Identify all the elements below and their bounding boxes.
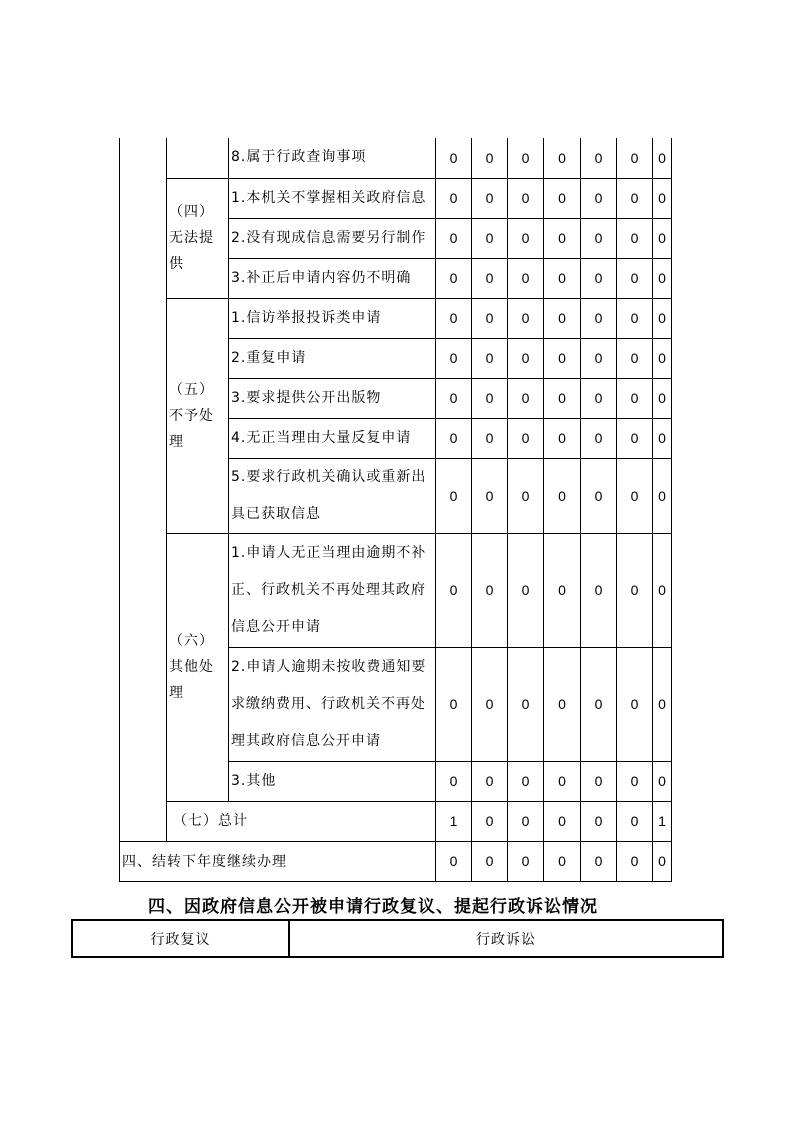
- value-cell: 0: [436, 218, 472, 258]
- table-row: [120, 178, 672, 218]
- value-cell: 0: [617, 378, 653, 418]
- value-cell: 0: [581, 338, 617, 378]
- value-cell: 0: [436, 761, 472, 801]
- value-cell: 0: [617, 533, 653, 647]
- value-cell: 0: [581, 761, 617, 801]
- item-label: 1.信访举报投诉类申请: [229, 298, 436, 338]
- value-cell: 0: [617, 841, 653, 881]
- value-cell: 0: [544, 801, 581, 841]
- table-row: [120, 138, 672, 178]
- value-cell: 0: [472, 533, 508, 647]
- value-cell: 0: [436, 298, 472, 338]
- group-label: （五）不予处理: [167, 298, 229, 533]
- value-cell: 0: [472, 138, 508, 178]
- header-admin-litigation: 行政诉讼: [289, 920, 723, 957]
- value-cell: 0: [544, 761, 581, 801]
- value-cell: 0: [436, 258, 472, 298]
- item-label: 1.本机关不掌握相关政府信息: [229, 178, 436, 218]
- section-heading: 四、因政府信息公开被申请行政复议、提起行政诉讼情况: [148, 897, 598, 917]
- value-cell: 0: [472, 218, 508, 258]
- value-cell: 0: [653, 378, 672, 418]
- header-admin-review: 行政复议: [72, 920, 289, 957]
- review-litigation-table: [71, 919, 724, 958]
- value-cell: 0: [472, 761, 508, 801]
- value-cell: 0: [581, 258, 617, 298]
- value-cell: 0: [581, 841, 617, 881]
- value-cell: 0: [508, 647, 544, 761]
- value-cell: 0: [544, 533, 581, 647]
- item-label: 3.补正后申请内容仍不明确: [229, 258, 436, 298]
- item-label: 3.要求提供公开出版物: [229, 378, 436, 418]
- value-cell: 0: [472, 458, 508, 533]
- item-label: 2.申请人逾期未按收费通知要求缴纳费用、行政机关不再处理其政府信息公开申请: [229, 647, 436, 761]
- value-cell: 0: [617, 218, 653, 258]
- value-cell: 0: [544, 378, 581, 418]
- value-cell: 0: [508, 378, 544, 418]
- value-cell: 0: [653, 138, 672, 178]
- value-cell: 0: [472, 418, 508, 458]
- value-cell: 0: [617, 458, 653, 533]
- item-label: 2.重复申请: [229, 338, 436, 378]
- value-cell: 0: [544, 841, 581, 881]
- group-label: （四）无法提供: [167, 178, 229, 298]
- value-cell: 0: [472, 258, 508, 298]
- value-cell: 0: [653, 533, 672, 647]
- table-row: [120, 841, 672, 881]
- value-cell: 0: [472, 841, 508, 881]
- table-row: [120, 298, 672, 338]
- value-cell: 0: [617, 178, 653, 218]
- value-cell: 0: [436, 647, 472, 761]
- table-row: [120, 801, 672, 841]
- value-cell: 0: [544, 458, 581, 533]
- item-label: 1.申请人无正当理由逾期不补正、行政机关不再处理其政府信息公开申请: [229, 533, 436, 647]
- value-cell: 0: [617, 418, 653, 458]
- value-cell: 0: [436, 138, 472, 178]
- value-cell: 0: [617, 258, 653, 298]
- value-cell: 0: [653, 258, 672, 298]
- value-cell: 0: [653, 418, 672, 458]
- value-cell: 0: [472, 178, 508, 218]
- total-label: （七）总计: [167, 801, 436, 841]
- group-label: （六）其他处理: [167, 533, 229, 801]
- value-cell: 0: [653, 218, 672, 258]
- value-cell: 0: [617, 801, 653, 841]
- value-cell: 0: [617, 761, 653, 801]
- value-cell: 0: [653, 458, 672, 533]
- value-cell: 0: [472, 298, 508, 338]
- value-cell: 0: [581, 378, 617, 418]
- outer-category-cell: [120, 138, 167, 841]
- carry-over-label: 四、结转下年度继续办理: [120, 841, 436, 881]
- value-cell: 0: [436, 178, 472, 218]
- value-cell: 0: [436, 841, 472, 881]
- value-cell: 0: [617, 298, 653, 338]
- value-cell: 0: [508, 138, 544, 178]
- value-cell: 0: [508, 458, 544, 533]
- value-cell: 0: [508, 533, 544, 647]
- value-cell: 0: [544, 298, 581, 338]
- value-cell: 0: [581, 647, 617, 761]
- item-label: 8.属于行政查询事项: [229, 138, 436, 178]
- value-cell: 0: [581, 458, 617, 533]
- value-cell: 0: [653, 298, 672, 338]
- value-cell: 0: [472, 801, 508, 841]
- value-cell: 0: [436, 378, 472, 418]
- value-cell: 0: [617, 338, 653, 378]
- value-cell: 0: [544, 218, 581, 258]
- value-cell: 0: [581, 138, 617, 178]
- value-cell: 0: [544, 647, 581, 761]
- value-cell: 0: [544, 338, 581, 378]
- value-cell: 0: [508, 841, 544, 881]
- value-cell: 0: [581, 218, 617, 258]
- value-cell: 0: [508, 258, 544, 298]
- value-cell: 0: [581, 801, 617, 841]
- value-cell: 0: [653, 761, 672, 801]
- value-cell: 0: [653, 841, 672, 881]
- value-cell: 0: [508, 801, 544, 841]
- value-cell: 0: [653, 178, 672, 218]
- value-cell: 0: [653, 338, 672, 378]
- item-label: 3.其他: [229, 761, 436, 801]
- value-cell: 0: [581, 533, 617, 647]
- item-label: 4.无正当理由大量反复申请: [229, 418, 436, 458]
- value-cell: 0: [581, 178, 617, 218]
- value-cell: 0: [508, 338, 544, 378]
- item-label: 5.要求行政机关确认或重新出具已获取信息: [229, 458, 436, 533]
- group-cell: [167, 138, 229, 178]
- value-cell: 0: [508, 178, 544, 218]
- value-cell: 0: [544, 418, 581, 458]
- value-cell: 0: [544, 258, 581, 298]
- value-cell: 0: [544, 178, 581, 218]
- value-cell: 0: [581, 298, 617, 338]
- value-cell: 0: [617, 647, 653, 761]
- value-cell: 1: [436, 801, 472, 841]
- item-label: 2.没有现成信息需要另行制作: [229, 218, 436, 258]
- value-cell: 0: [544, 138, 581, 178]
- value-cell: 0: [436, 458, 472, 533]
- value-cell: 0: [508, 218, 544, 258]
- table-row: [120, 533, 672, 647]
- value-cell: 1: [653, 801, 672, 841]
- value-cell: 0: [436, 533, 472, 647]
- value-cell: 0: [617, 138, 653, 178]
- value-cell: 0: [508, 761, 544, 801]
- value-cell: 0: [508, 298, 544, 338]
- value-cell: 0: [508, 418, 544, 458]
- value-cell: 0: [436, 418, 472, 458]
- value-cell: 0: [436, 338, 472, 378]
- value-cell: 0: [472, 647, 508, 761]
- value-cell: 0: [653, 647, 672, 761]
- value-cell: 0: [472, 338, 508, 378]
- statistics-table: [119, 138, 672, 882]
- value-cell: 0: [581, 418, 617, 458]
- value-cell: 0: [472, 378, 508, 418]
